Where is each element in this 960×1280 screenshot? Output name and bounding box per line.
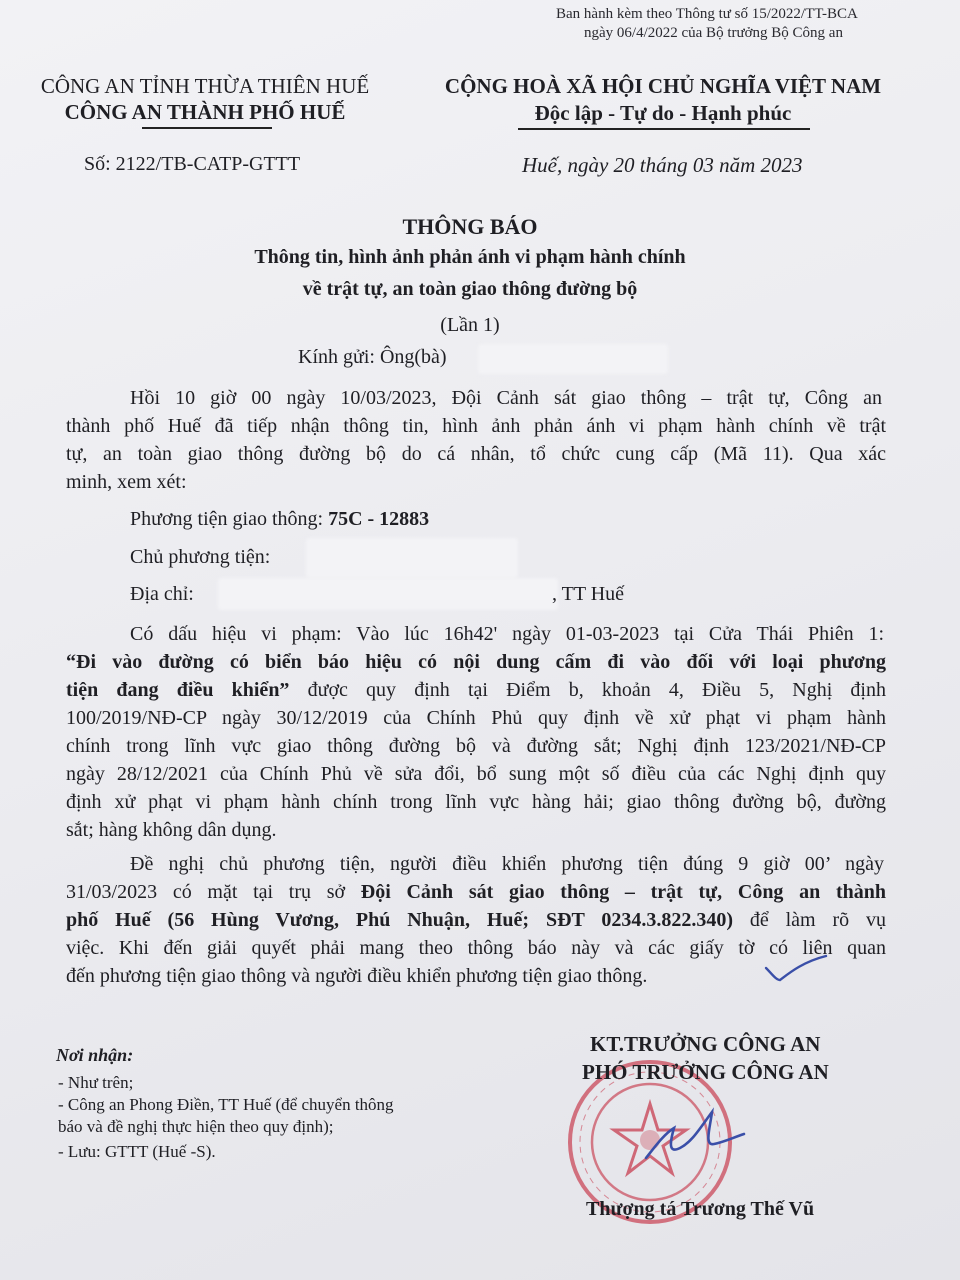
violation-line3 [66, 676, 886, 704]
request-line3 [66, 906, 886, 934]
violation-legal-basis: được quy định tại Điểm b, khoản 4, Điều 5, Nghị định [289, 679, 886, 701]
violation-line7: định xử phạt vi phạm hành chính trong lĩnh vực hàng hải; giao thông đường bộ, đường [66, 791, 886, 813]
recipients-heading: Nơi nhận: [56, 1045, 134, 1065]
request-line1: Đề nghị chủ phương tiện, người điều khiển phương tiện đúng 9 giờ 00’ ngày [130, 853, 884, 875]
vehicle-label: Phương tiện giao thông: [130, 508, 329, 530]
para1-line2: thành phố Huế đã tiếp nhận thông tin, hình ảnh phản ánh vi phạm hành chính về trật [66, 415, 886, 437]
license-plate: 75C - 12883 [328, 508, 430, 530]
request-date: 31/03/2023 có mặt tại trụ sở [66, 881, 361, 903]
office-name: Đội Cảnh sát giao thông – trật tự, Công an thành [360, 881, 886, 903]
recipient-item-2: - Công an Phong Điền, TT Huế (để chuyển thông [58, 1095, 394, 1114]
unit-name: CÔNG AN THÀNH PHỐ HUẾ [64, 100, 346, 124]
violation-line5: chính trong lĩnh vực giao thông đường bộ và đường sắt; Nghị định 123/2021/NĐ-CP [66, 735, 886, 757]
request-purpose: để làm rõ vụ [733, 909, 886, 931]
para1-line4: minh, xem xét: [66, 471, 187, 493]
owner-label: Chủ phương tiện: [130, 546, 271, 568]
para1-line1: Hồi 10 giờ 00 ngày 10/03/2023, Đội Cảnh sát giao thông – trật tự, Công an [130, 387, 882, 409]
signature-title-line2: PHÓ TRƯỞNG CÔNG AN [582, 1060, 829, 1084]
address-label: Địa chỉ: [130, 583, 194, 605]
handwritten-signature-icon [640, 1098, 750, 1178]
violation-line1: Có dấu hiệu vi phạm: Vào lúc 16h42' ngày 01-03-2023 tại Cửa Thái Phiên 1: [130, 623, 884, 645]
redacted-name [478, 344, 668, 374]
document-number: Số: 2122/TB-CATP-GTTT [84, 153, 301, 175]
vehicle-line [130, 508, 429, 531]
request-line4: việc. Khi đến giải quyết phải mang theo thông báo này và các giấy tờ có liên quan [66, 937, 886, 959]
notice-subtitle-line2: về trật tự, an toàn giao thông đường bộ [302, 278, 638, 300]
recipient-item-1: - Như trên; [58, 1073, 134, 1092]
redacted-owner [306, 538, 518, 578]
addressee-label: Kính gửi: Ông(bà) [298, 346, 447, 368]
notice-round: (Lần 1) [440, 314, 500, 336]
violation-line6: ngày 28/12/2021 của Chính Phủ về sửa đổi, bổ sung một số điều của các Nghị định quy [66, 763, 886, 785]
place-and-date: Huế, ngày 20 tháng 03 năm 2023 [522, 153, 803, 177]
recipient-item-4: - Lưu: GTTT (Huế -S). [58, 1142, 216, 1161]
agency-name: CÔNG AN TỈNH THỪA THIÊN HUẾ [40, 74, 370, 98]
motto-underline [518, 128, 810, 130]
circular-reference-line2: ngày 06/4/2022 của Bộ trưởng Bộ Công an [584, 25, 843, 41]
redacted-address [218, 578, 558, 610]
request-line2 [66, 878, 886, 906]
violation-line4: 100/2019/NĐ-CP ngày 30/12/2019 của Chính Phủ quy định về xử phạt vi phạm hành [66, 707, 886, 729]
nation-name: CỘNG HOÀ XÃ HỘI CHỦ NGHĨA VIỆT NAM [444, 74, 882, 98]
checkmark-icon [762, 950, 832, 986]
circular-reference-line1: Ban hành kèm theo Thông tư số 15/2022/TT-BCA [556, 6, 858, 22]
request-line5: đến phương tiện giao thông và người điều khiển phương tiện giao thông. [66, 965, 648, 987]
office-address: phố Huế (56 Hùng Vương, Phú Nhuận, Huế; SĐT 0234.3.822.340) [66, 909, 734, 931]
national-motto: Độc lập - Tự do - Hạnh phúc [534, 101, 792, 125]
signature-title-line1: KT.TRƯỞNG CÔNG AN [590, 1032, 821, 1056]
violation-act: tiện đang điều khiển” [66, 679, 290, 701]
violation-line8: sắt; hàng không dân dụng. [66, 819, 277, 841]
notice-subtitle-line1: Thông tin, hình ảnh phản ánh vi phạm hành chính [254, 246, 686, 268]
violation-line2: “Đi vào đường có biển báo hiệu có nội dung cấm đi vào đối với loại phương [66, 651, 886, 673]
address-city: , TT Huế [552, 583, 625, 605]
para1-line3: tự, an toàn giao thông đường bộ do cá nhân, tổ chức cung cấp (Mã 11). Qua xác [66, 443, 886, 465]
unit-underline [142, 127, 272, 129]
recipient-item-3: báo và đề nghị thực hiện theo quy định); [58, 1117, 334, 1136]
signer-name: Thượng tá Trương Thế Vũ [586, 1198, 815, 1220]
notice-title: THÔNG BÁO [402, 214, 538, 239]
